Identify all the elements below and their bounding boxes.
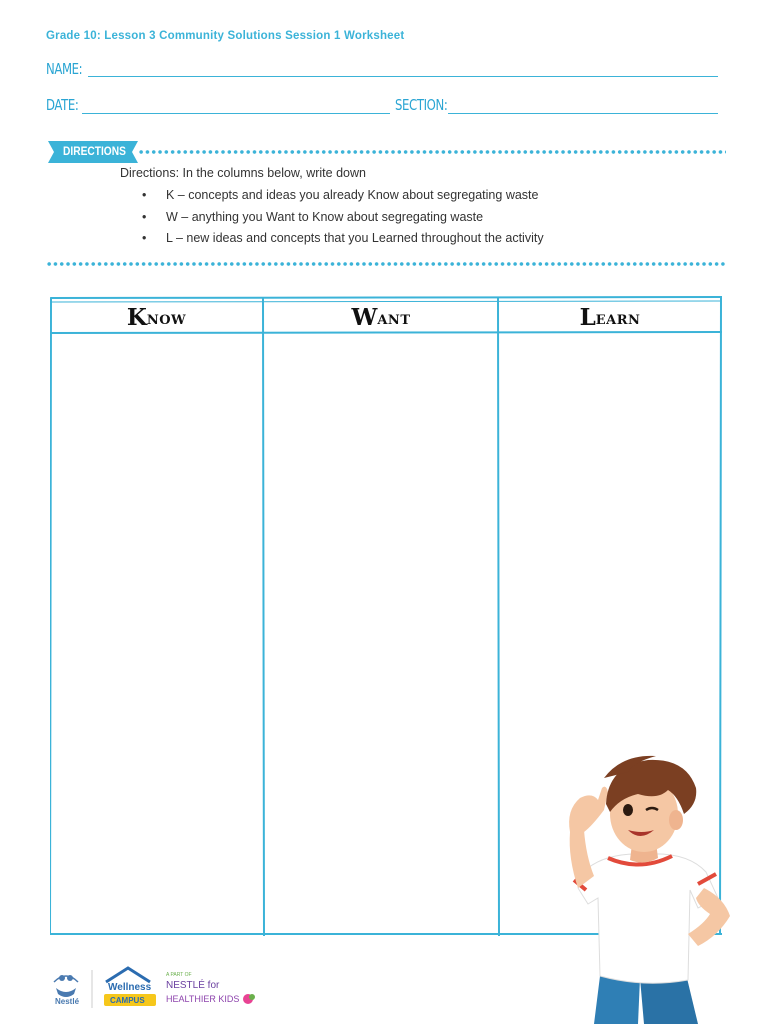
kwl-header-initial: W [351,303,378,331]
bullet: • [142,231,147,245]
kwl-header-initial: K [126,303,147,331]
section-field[interactable] [448,113,718,114]
directions-list [142,186,544,251]
bullet: • [142,188,147,202]
directions-badge-label: DIRECTIONS [63,144,126,158]
svg-text:HEALTHIER KIDS: HEALTHIER KIDS [166,994,240,1004]
svg-text:Wellness: Wellness [108,982,152,993]
directions-badge [48,140,140,164]
dotted-divider-bottom [46,261,726,267]
kwl-header-rest: ANT [377,312,411,328]
kwl-header-initial: L [579,303,596,331]
footer-logos [50,966,270,1012]
kwl-header-rest: EARN [595,312,641,328]
wellness-campus-logo-icon [104,968,156,1006]
svg-text:NESTLÉ for: NESTLÉ for [166,980,220,991]
dotted-divider-top [138,149,726,155]
kwl-header-know [50,302,263,332]
svg-text:CAMPUS: CAMPUS [110,996,145,1005]
directions-item [142,208,544,230]
svg-text:A PART OF: A PART OF [166,972,192,978]
worksheet-title: Grade 10: Lesson 3 Community Solutions Session 1 Worksheet [46,30,405,42]
directions-intro: Directions: In the columns below, write down [120,166,366,180]
section-label: SECTION: [395,96,448,114]
kwl-header-want [264,302,498,332]
name-field[interactable] [88,76,718,77]
healthier-kids-logo-icon [166,972,255,1004]
kwl-want-cell[interactable] [267,336,495,930]
date-field[interactable] [82,113,390,114]
directions-item [142,186,544,208]
kwl-know-cell[interactable] [54,336,260,930]
nestle-logo-icon [54,975,78,997]
bullet: • [142,209,147,224]
boy-thinking-illustration [548,748,748,1024]
kwl-header-rest: NOW [146,312,187,328]
kwl-header-learn [499,302,721,332]
directions-item-text: L – new ideas and concepts that you Learned throughout the activity [166,231,544,245]
svg-text:Nestlé: Nestlé [55,997,80,1006]
partner-logos [50,966,270,1012]
name-label: NAME: [46,60,83,78]
directions-item-text: K – concepts and ideas you already Know about segregating waste [166,188,539,202]
directions-item-text: W – anything you Want to Know about segregating waste [166,209,484,224]
date-label: DATE: [46,96,79,114]
directions-item [142,229,544,251]
